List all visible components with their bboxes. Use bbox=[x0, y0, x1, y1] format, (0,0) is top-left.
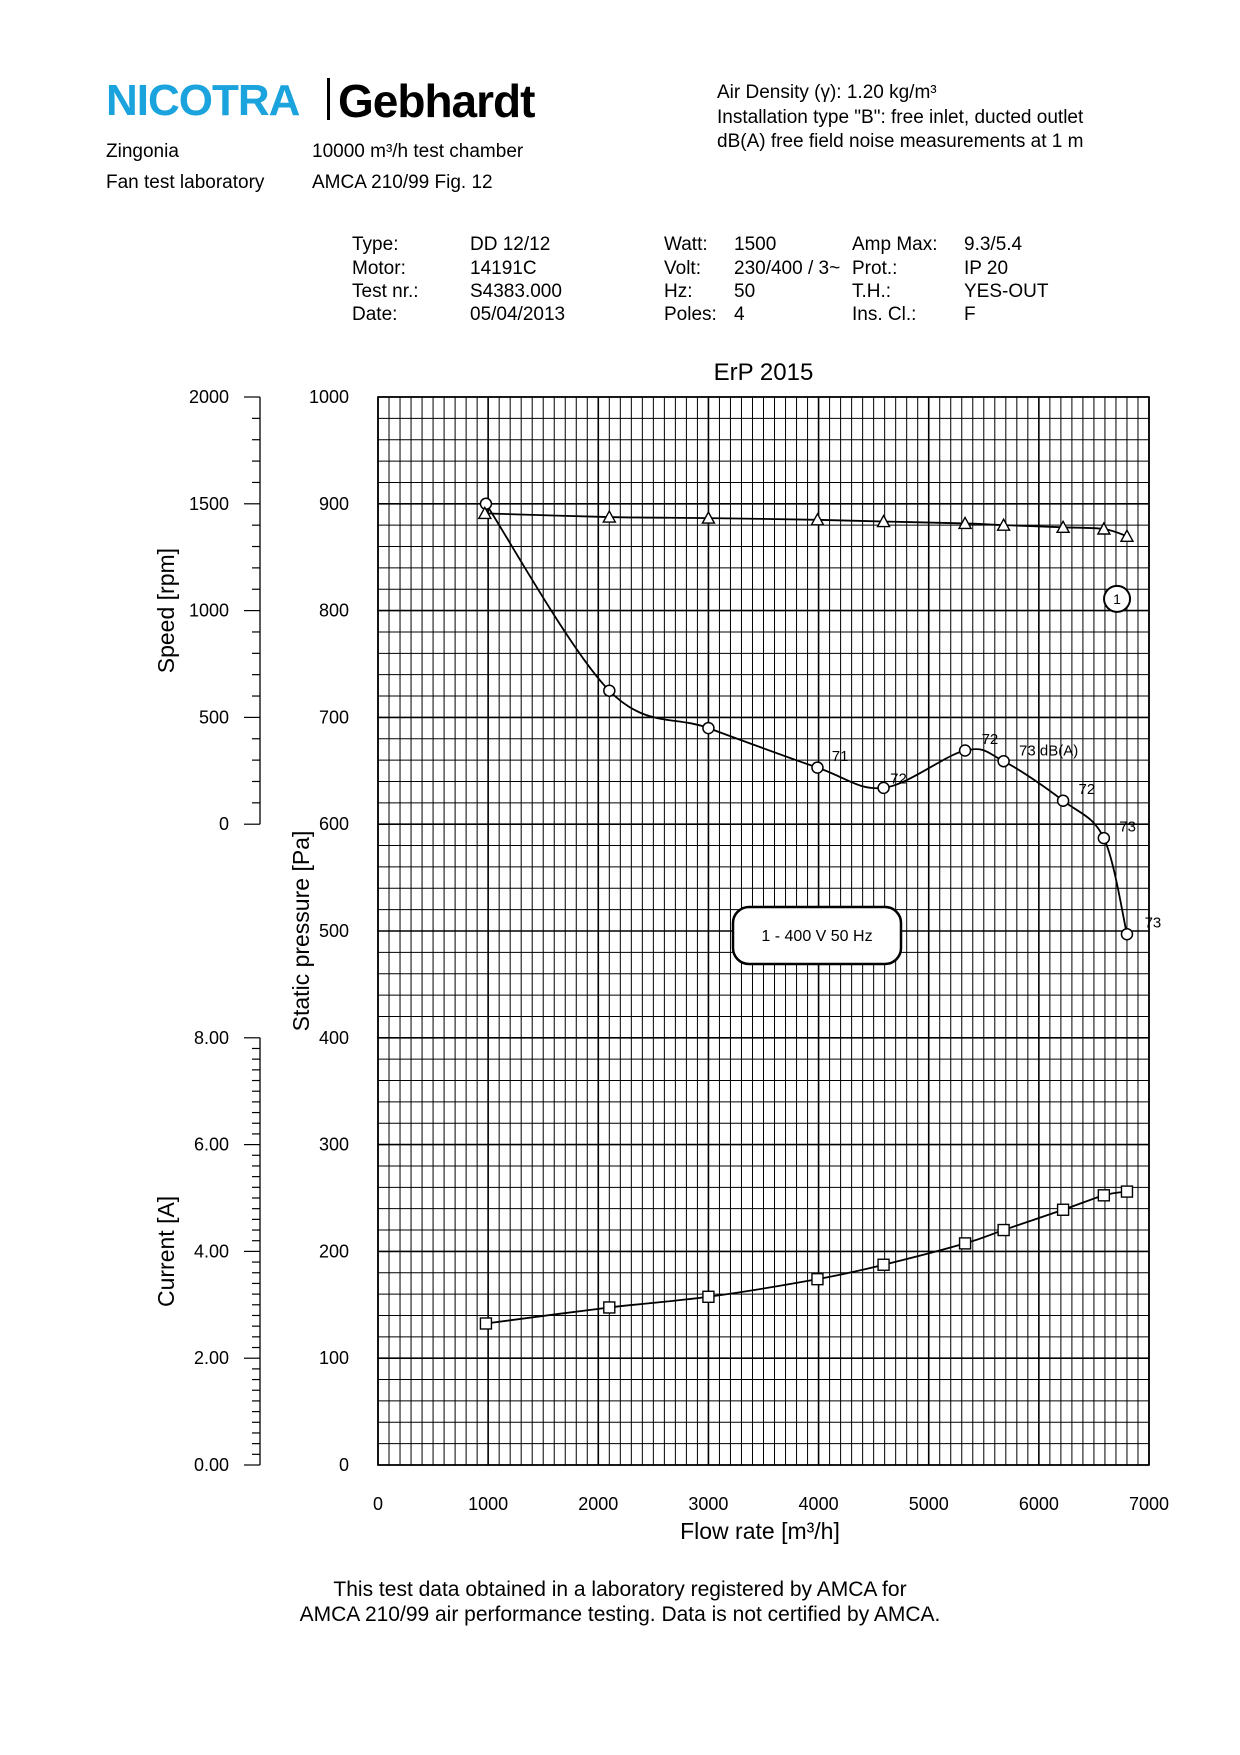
speed-tick-label: 1500 bbox=[188, 493, 229, 514]
pressure-tick-label: 0 bbox=[338, 1455, 349, 1475]
spec-test-label: Test nr.: bbox=[352, 281, 419, 302]
spec-amp-value: 9.3/5.4 bbox=[964, 234, 1023, 255]
spec-prot-value: IP 20 bbox=[964, 258, 1009, 279]
noise-label: 73 bbox=[1144, 914, 1162, 932]
current-tick-label: 4.00 bbox=[193, 1241, 229, 1262]
spec-hz-value: 50 bbox=[734, 281, 756, 302]
spec-th-label: T.H.: bbox=[852, 281, 892, 302]
pressure-tick-label: 900 bbox=[318, 493, 349, 514]
pressure-tick-label: 800 bbox=[318, 600, 349, 621]
chart-title: ErP 2015 bbox=[713, 359, 814, 386]
pressure-point bbox=[878, 782, 889, 793]
pressure-point bbox=[960, 745, 971, 756]
pressure-tick-label: 500 bbox=[318, 921, 349, 941]
brand-logo-nicotra: NICOTRA bbox=[106, 76, 300, 125]
lab-label: Fan test laboratory bbox=[106, 172, 265, 193]
pressure-tick-label: 300 bbox=[318, 1134, 349, 1155]
x-tick-label: 4000 bbox=[798, 1494, 839, 1514]
current-tick-label: 8.00 bbox=[193, 1027, 229, 1048]
standard-label: AMCA 210/99 Fig. 12 bbox=[312, 172, 493, 193]
legend-text: 1 - 400 V 50 Hz bbox=[761, 928, 873, 945]
x-tick-label: 6000 bbox=[1018, 1494, 1059, 1514]
pressure-point bbox=[998, 756, 1009, 767]
spec-th-value: YES-OUT bbox=[964, 281, 1049, 302]
spec-motor-label: Motor: bbox=[352, 258, 406, 279]
spec-ins-label: Ins. Cl.: bbox=[852, 304, 917, 325]
spec-volt-label: Volt: bbox=[664, 258, 701, 279]
spec-volt-value: 230/400 / 3~ bbox=[734, 258, 841, 279]
current-point bbox=[878, 1259, 889, 1270]
speed-tick-label: 1000 bbox=[188, 600, 229, 621]
current-point bbox=[960, 1238, 971, 1249]
current-tick-label: 6.00 bbox=[193, 1134, 229, 1155]
pressure-point bbox=[604, 685, 615, 696]
current-tick-label: 0.00 bbox=[193, 1455, 229, 1475]
x-tick-label: 3000 bbox=[688, 1494, 729, 1514]
current-point bbox=[604, 1302, 615, 1313]
speed-axis-label: Speed [rpm] bbox=[153, 547, 179, 674]
current-point bbox=[812, 1274, 823, 1285]
speed-tick-label: 2000 bbox=[188, 387, 229, 407]
air-density-label: Air Density (γ): 1.20 kg/m³ bbox=[717, 82, 937, 103]
spec-ins-value: F bbox=[964, 304, 976, 325]
current-axis-label: Current [A] bbox=[153, 1195, 179, 1308]
footer-line-2: AMCA 210/99 air performance testing. Data is not certified by AMCA. bbox=[299, 1603, 941, 1626]
pressure-tick-label: 100 bbox=[318, 1348, 349, 1369]
x-tick-label: 1000 bbox=[468, 1494, 509, 1514]
current-tick-label: 2.00 bbox=[193, 1348, 229, 1369]
pressure-tick-label: 700 bbox=[318, 707, 349, 728]
spec-watt-label: Watt: bbox=[664, 234, 708, 255]
pressure-point bbox=[1121, 929, 1132, 940]
noise-label: 72 bbox=[981, 730, 999, 748]
x-tick-label: 0 bbox=[372, 1494, 384, 1514]
noise-label: 73 bbox=[1119, 818, 1136, 836]
spec-watt-value: 1500 bbox=[734, 234, 777, 255]
pressure-tick-label: 200 bbox=[318, 1241, 349, 1262]
current-point bbox=[480, 1318, 491, 1329]
speed-tick-label: 500 bbox=[198, 707, 229, 728]
spec-amp-label: Amp Max: bbox=[852, 234, 938, 255]
noise-measure-label: dB(A) free field noise measurements at 1 m bbox=[717, 131, 1084, 152]
spec-poles-value: 4 bbox=[734, 304, 745, 325]
noise-label: 72 bbox=[890, 770, 907, 788]
current-point bbox=[1058, 1204, 1069, 1215]
pressure-point bbox=[1098, 833, 1109, 844]
noise-label: 73 dB(A) bbox=[1019, 742, 1079, 760]
spec-type-label: Type: bbox=[352, 234, 399, 255]
spec-motor-value: 14191C bbox=[470, 258, 537, 279]
current-point bbox=[1121, 1186, 1132, 1197]
spec-date-label: Date: bbox=[352, 304, 398, 325]
curve-id-label: 1 bbox=[1113, 590, 1121, 607]
current-point bbox=[1098, 1190, 1109, 1201]
spec-poles-label: Poles: bbox=[664, 304, 717, 325]
noise-label: 71 bbox=[831, 747, 849, 765]
brand-logo-gebhardt: Gebhardt bbox=[338, 75, 535, 127]
footer-line-1: This test data obtained in a laboratory registered by AMCA for bbox=[333, 1578, 907, 1601]
noise-label: 72 bbox=[1078, 780, 1096, 798]
x-tick-label: 7000 bbox=[1128, 1494, 1170, 1514]
spec-prot-label: Prot.: bbox=[852, 258, 898, 279]
speed-point bbox=[1121, 530, 1133, 541]
spec-type-value: DD 12/12 bbox=[470, 234, 551, 255]
location-label: Zingonia bbox=[106, 141, 179, 162]
installation-label: Installation type "B": free inlet, ducted outlet bbox=[717, 107, 1084, 128]
x-tick-label: 2000 bbox=[578, 1494, 619, 1514]
pressure-point bbox=[703, 723, 714, 734]
x-axis-label: Flow rate [m³/h] bbox=[680, 1518, 840, 1544]
pressure-tick-label: 1000 bbox=[308, 387, 349, 407]
speed-tick-label: 0 bbox=[218, 814, 229, 835]
pressure-point bbox=[480, 498, 491, 509]
x-tick-label: 5000 bbox=[908, 1494, 949, 1514]
current-point bbox=[703, 1291, 714, 1302]
pressure-tick-label: 600 bbox=[318, 814, 349, 835]
pressure-axis-label: Static pressure [Pa] bbox=[288, 830, 314, 1032]
pressure-point bbox=[812, 762, 823, 773]
current-curve bbox=[486, 1192, 1127, 1324]
spec-date-value: 05/04/2013 bbox=[470, 304, 566, 325]
current-point bbox=[998, 1225, 1009, 1236]
pressure-point bbox=[1058, 795, 1069, 806]
spec-hz-label: Hz: bbox=[664, 281, 693, 302]
pressure-tick-label: 400 bbox=[318, 1027, 349, 1048]
spec-test-value: S4383.000 bbox=[470, 281, 562, 302]
chamber-label: 10000 m³/h test chamber bbox=[312, 141, 524, 162]
